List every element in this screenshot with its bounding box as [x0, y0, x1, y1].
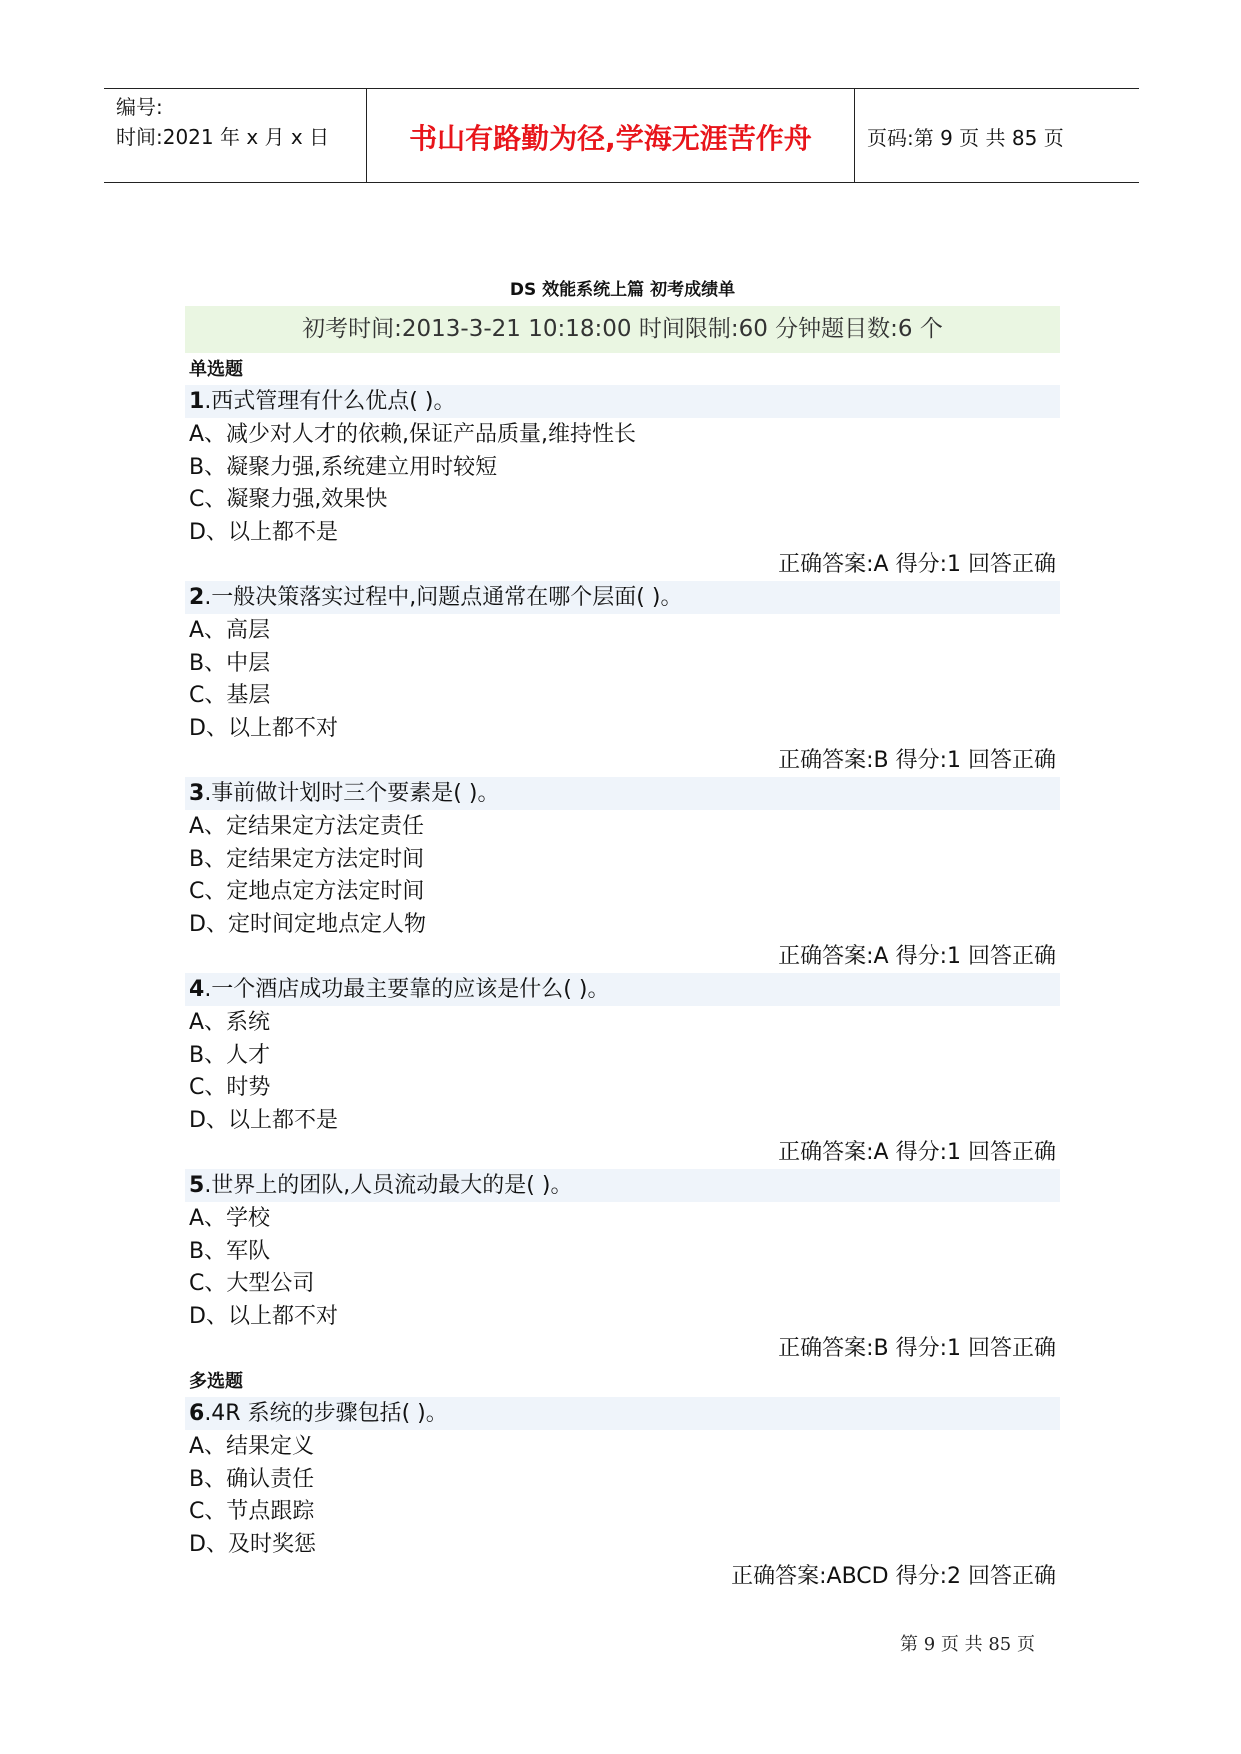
section-heading: 多选题 — [189, 1371, 243, 1392]
option-row: A、结果定义 — [189, 1434, 315, 1459]
answer-row: 正确答案:B 得分:1 回答正确 — [778, 1336, 1056, 1361]
option-row: A、减少对人才的依赖,保证产品质量,维持性长 — [189, 422, 637, 447]
question-text: .事前做计划时三个要素是( )。 — [204, 781, 500, 806]
option-row: B、中层 — [189, 650, 271, 676]
option-row: C、时势 — [189, 1075, 271, 1100]
exam-report — [185, 276, 1060, 1593]
option-row: B、军队 — [189, 1238, 271, 1264]
question-row — [185, 1169, 1060, 1202]
option-row: D、以上都不是 — [189, 1107, 338, 1133]
document-header — [104, 88, 1139, 183]
question-number: 4 — [189, 977, 205, 1002]
option-row: D、以上都不对 — [189, 1303, 338, 1329]
header-center-cell — [366, 89, 855, 182]
question-text: .世界上的团队,人员流动最大的是( )。 — [204, 1173, 573, 1198]
answer-row: 正确答案:ABCD 得分:2 回答正确 — [731, 1564, 1056, 1589]
header-left-cell — [104, 89, 366, 182]
option-row: D、以上都不是 — [189, 519, 338, 545]
question-row — [185, 1397, 1060, 1430]
document-time-label: 时间:2021 年 x 月 x 日 — [116, 125, 330, 149]
option-row: C、节点跟踪 — [189, 1499, 315, 1524]
answer-row: 正确答案:A 得分:1 回答正确 — [778, 1140, 1056, 1165]
option-row: C、定地点定方法定时间 — [189, 879, 425, 904]
exam-title: DS 效能系统上篇 初考成绩单 — [509, 280, 736, 300]
option-row: A、高层 — [189, 618, 271, 643]
header-page-label: 页码:第 9 页 共 85 页 — [867, 126, 1064, 150]
question-text: .一个酒店成功最主要靠的应该是什么( )。 — [204, 977, 610, 1002]
question-text: .4R 系统的步骤包括( )。 — [204, 1401, 448, 1426]
question-row — [185, 581, 1060, 614]
question-number: 5 — [189, 1173, 205, 1198]
question-row — [185, 777, 1060, 810]
header-motto: 书山有路勤为径,学海无涯苦作舟 — [409, 122, 812, 155]
option-row: A、学校 — [189, 1206, 271, 1231]
question-number: 2 — [189, 585, 205, 610]
question-row — [185, 973, 1060, 1006]
option-row: D、及时奖惩 — [189, 1531, 316, 1557]
option-row: A、系统 — [189, 1010, 271, 1035]
option-row: B、定结果定方法定时间 — [189, 846, 425, 872]
answer-row: 正确答案:B 得分:1 回答正确 — [778, 748, 1056, 773]
option-row: A、定结果定方法定责任 — [189, 814, 425, 839]
question-number: 1 — [189, 389, 205, 414]
option-row: B、人才 — [189, 1042, 271, 1068]
question-text: .西式管理有什么优点( )。 — [204, 389, 456, 414]
document-number-label: 编号: — [116, 95, 163, 119]
option-row: B、确认责任 — [189, 1466, 315, 1492]
header-right-cell — [855, 89, 1139, 182]
option-row: B、凝聚力强,系统建立用时较短 — [189, 454, 498, 480]
exam-info-bar: 初考时间:2013-3-21 10:18:00 时间限制:60 分钟题目数:6 个 — [185, 306, 1060, 353]
option-row: D、定时间定地点定人物 — [189, 911, 426, 937]
answer-row: 正确答案:A 得分:1 回答正确 — [778, 944, 1056, 969]
question-row — [185, 385, 1060, 418]
question-text: .一般决策落实过程中,问题点通常在哪个层面( )。 — [204, 585, 683, 610]
question-number: 6 — [189, 1401, 205, 1426]
section-heading: 单选题 — [189, 359, 243, 380]
option-row: D、以上都不对 — [189, 715, 338, 741]
option-row: C、基层 — [189, 683, 271, 708]
option-row: C、凝聚力强,效果快 — [189, 487, 388, 512]
page-footer: 第 9 页 共 85 页 — [900, 1634, 1035, 1655]
question-number: 3 — [189, 781, 205, 806]
option-row: C、大型公司 — [189, 1271, 315, 1296]
answer-row: 正确答案:A 得分:1 回答正确 — [778, 552, 1056, 577]
